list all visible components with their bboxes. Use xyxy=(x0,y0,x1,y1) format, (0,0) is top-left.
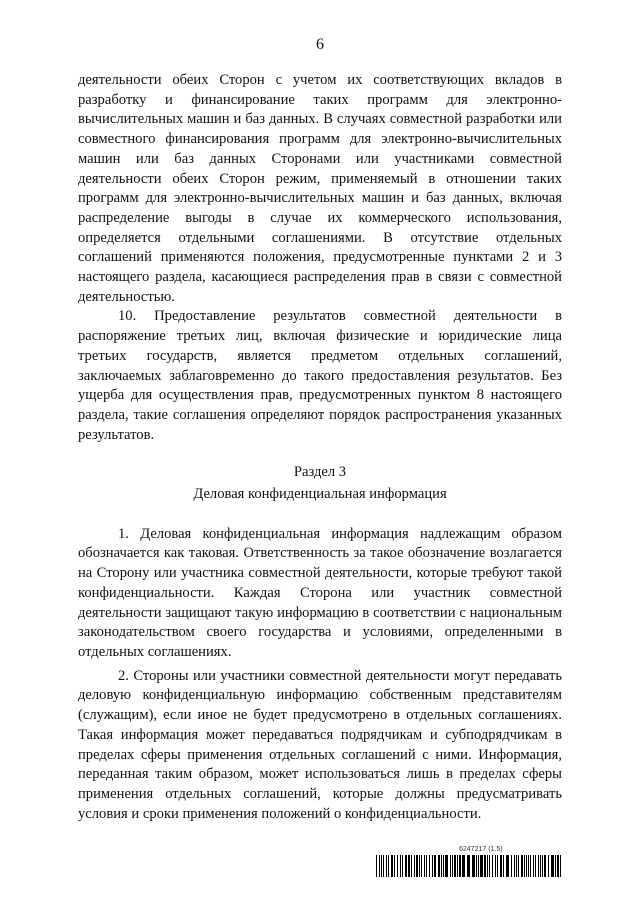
paragraph-continuation: деятельности обеих Сторон с учетом их соответствующих вкладов в разработку и финансирование таких программ для электронно-вычислительных машин и баз данных. В случаях совместной разработки или совместного финансирования программ для электронно-вычислительных машин или баз данных Сторонами или участниками совместной деятельности обеих Сторон режим, применяемый в отношении таких программ для электронно-вычислительных машин и баз данных, включая распределение выгоды в случае их коммерческого использования, определяется отдельными соглашениями. В отсутствие отдельных соглашений применяются положения, предусмотренные пунктами 2 и 3 настоящего раздела, касающиеся распределения прав в связи с совместной деятельностью. xyxy=(78,72,562,305)
section3-paragraph-2: 2. Стороны или участники совместной деятельности могут передавать деловую конфиденциальную информацию собственным представителям (служащим), если иное не будет предусмотрено в отдельных соглашениях. Такая информация может передаваться подрядчикам и субподрядчикам в пределах сферы применения отдельных соглашений с ними. Информация, переданная таким образом, может использоваться лишь в пределах сферы применения отдельных соглашений, которые должны предусматривать условия и сроки применения положений о конфиденциальности. xyxy=(78,667,562,822)
document-body xyxy=(78,71,562,824)
barcode-icon xyxy=(376,855,562,877)
paragraph-10: 10. Предоставление результатов совместной деятельности в распоряжение третьих лиц, включая физические и юридические лица третьих государств, является предметом отдельных соглашений, заключаемых заблаговременно до такого предоставления результатов. Без ущерба для осуществления прав, предусмотренных пунктом 8 настоящего раздела, такие соглашения определяют порядок распространения указанных результатов. xyxy=(78,308,562,443)
document-code: 6247217 (1.5) xyxy=(459,846,503,853)
section3-paragraph-1: 1. Деловая конфиденциальная информация надлежащим образом обозначается как таковая. Ответственность за такое обозначение возлагается на Сторону или участника совместной деятельности, которые требуют такой конфиденциальности. Каждая Сторона или участник совместной деятельности защищают такую информацию в соответствии с национальным законодательством своего государства и условиями, определенными в отдельных соглашениях. xyxy=(78,525,562,660)
page-number: 6 xyxy=(316,36,324,53)
section-title: Деловая конфиденциальная информация xyxy=(193,486,447,503)
section-heading: Раздел 3 xyxy=(293,464,347,481)
